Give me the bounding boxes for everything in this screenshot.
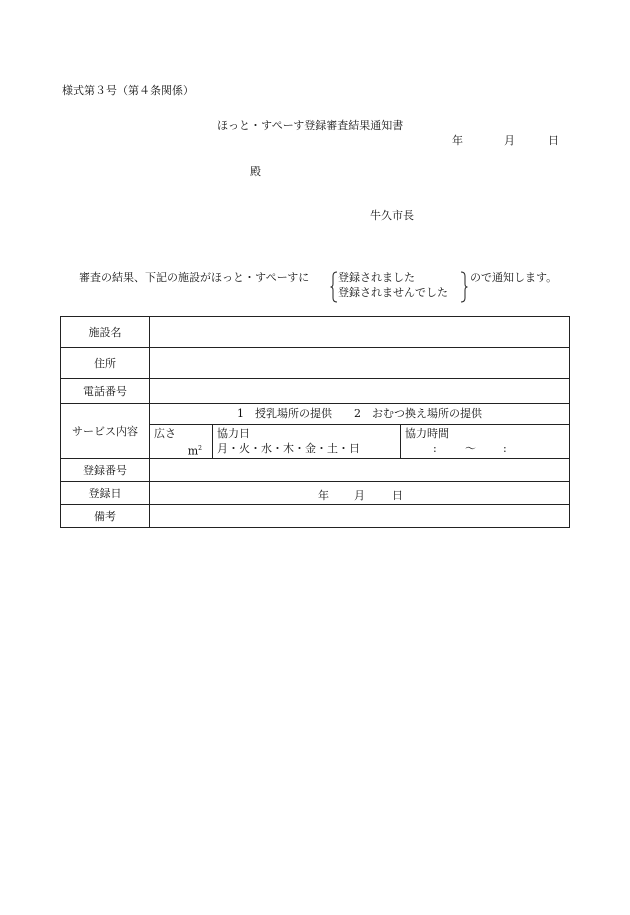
days-values: 月・火・水・木・金・土・日 <box>217 442 360 455</box>
area-cell[interactable] <box>150 425 213 458</box>
facility-name-field[interactable] <box>150 317 570 348</box>
service-content <box>150 404 570 459</box>
reg-number-label: 登録番号 <box>61 459 150 482</box>
form-number: 様式第３号（第４条関係） <box>62 84 194 97</box>
service-label: サービス内容 <box>61 404 150 459</box>
right-brace-icon <box>460 271 468 303</box>
row-facility-name <box>61 317 570 348</box>
document-title: ほっと・すぺーす登録審査結果通知書 <box>217 119 404 132</box>
phone-field[interactable] <box>150 379 570 404</box>
left-brace-icon <box>330 271 338 303</box>
reg-number-field[interactable] <box>150 459 570 482</box>
hours-tilde: 〜 <box>465 442 476 455</box>
row-service <box>61 404 570 459</box>
area-label: 広さ <box>154 427 176 440</box>
hours-end-colon: : <box>503 442 507 455</box>
notes-label: 備考 <box>61 505 150 528</box>
row-notes <box>61 505 570 528</box>
reg-date-label: 登録日 <box>61 482 150 505</box>
notice-lead: 審査の結果、下記の施設がほっと・すぺーすに <box>79 271 310 284</box>
issue-date <box>452 134 560 148</box>
service-option-diaper[interactable]: 2 おむつ換え場所の提供 <box>354 407 482 420</box>
hours-label: 協力時間 <box>405 427 449 440</box>
service-details <box>150 425 569 458</box>
address-field[interactable] <box>150 348 570 379</box>
reg-date-day: 日 <box>392 489 403 502</box>
service-options <box>150 404 569 425</box>
phone-label: 電話番号 <box>61 379 150 404</box>
hours-start-colon: : <box>433 442 437 455</box>
reg-date-month: 月 <box>354 489 365 502</box>
issue-date-month: 月 <box>504 134 515 147</box>
row-phone <box>61 379 570 404</box>
sender-name: 牛久市長 <box>370 209 414 222</box>
address-label: 住所 <box>61 348 150 379</box>
service-option-nursing[interactable]: 1 授乳場所の提供 <box>237 407 332 420</box>
facility-name-label: 施設名 <box>61 317 150 348</box>
issue-date-year: 年 <box>452 134 463 147</box>
addressee-honorific: 殿 <box>250 165 261 178</box>
row-reg-date <box>61 482 570 505</box>
reg-date-year: 年 <box>318 489 329 502</box>
option-registered: 登録されました <box>338 271 415 284</box>
hours-cell[interactable] <box>401 425 569 458</box>
facility-info-table <box>60 316 570 528</box>
notice-tail: ので通知します。 <box>470 271 558 284</box>
area-unit: $m^2$ <box>187 444 202 458</box>
notes-field[interactable] <box>150 505 570 528</box>
issue-date-day: 日 <box>548 134 559 147</box>
days-label: 協力日 <box>217 427 250 440</box>
notice-statement <box>79 271 569 303</box>
reg-date-field[interactable] <box>150 482 570 505</box>
days-cell[interactable] <box>213 425 401 458</box>
row-address <box>61 348 570 379</box>
option-not-registered: 登録されませんでした <box>338 286 448 299</box>
row-reg-number <box>61 459 570 482</box>
